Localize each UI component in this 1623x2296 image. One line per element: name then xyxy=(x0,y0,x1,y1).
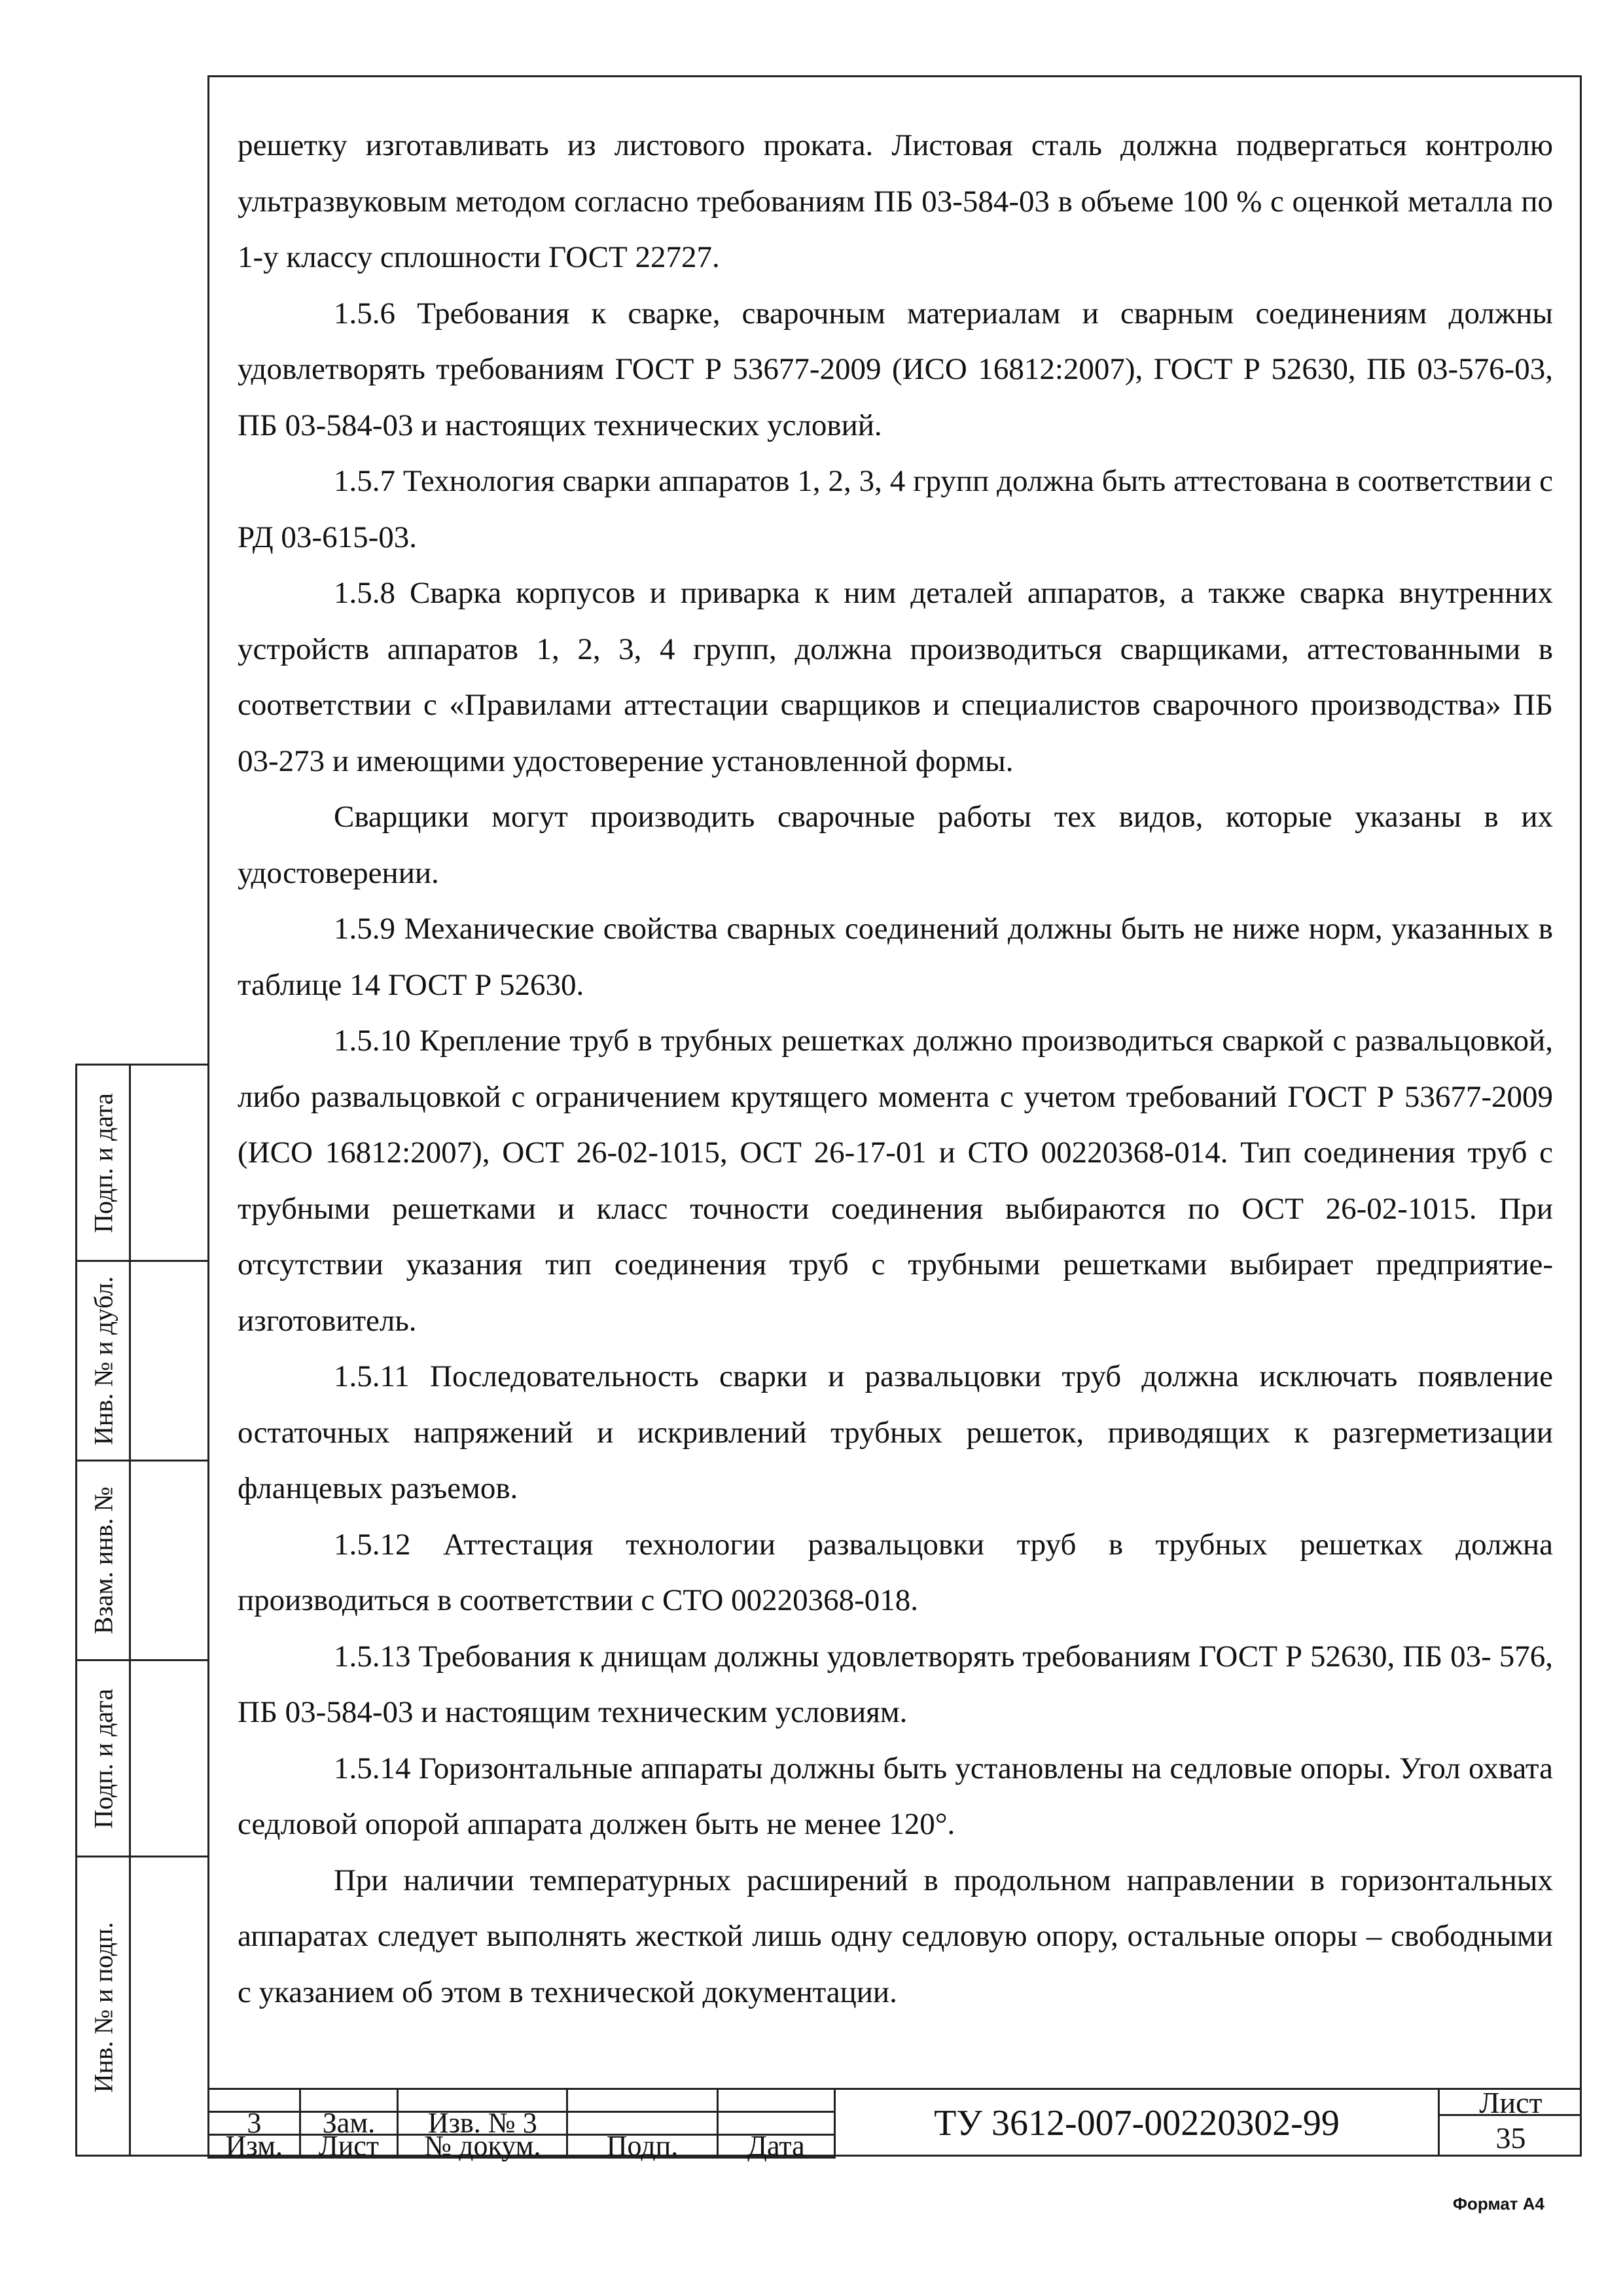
paragraph: 1.5.8 Сварка корпусов и приварка к ним деталей аппаратов, а также сварка внутренних устройств аппаратов 1, 2, 3, 4 групп, должна производиться сварщиками, аттестованными в соответствии с «Правилами аттестации сварщиков и специалистов сварочного производства» ПБ 03-273 и имеющими удостоверение установленной формы. xyxy=(238,576,1553,778)
paragraph: 1.5.12 Аттестация технологии развальцовки труб в трубных решетках должна производиться в соответствии с СТО 00220368-018. xyxy=(238,1527,1553,1617)
tb-header-date: Дата xyxy=(717,2135,834,2158)
revision-table xyxy=(207,2088,836,2162)
sheet-number: 35 xyxy=(1495,2121,1526,2155)
tb-header-doc: № докум. xyxy=(398,2135,567,2158)
tb-header-sign: Подп. xyxy=(567,2135,717,2158)
paragraph: 1.5.10 Крепление труб в трубных решетках должно производиться сваркой с развальцовкой, либо развальцовкой с ограничением крутящего момента с учетом требований ГОСТ Р 53677-2009 (ИСО 16812:2007), ОСТ 26-02-1015, ОСТ 26-17-01 и СТО 00220368-014. Тип соединения труб с трубными решетками и класс точности соединения выбираются по ОСТ 26-02-1015. При отсутствии указания тип соединения труб с трубными решетками выбирает предприятие-изготовитель. xyxy=(238,1024,1553,1338)
tb-change-sheet: Зам. xyxy=(300,2112,398,2135)
tb-change-doc: Изв. № 3 xyxy=(398,2112,567,2135)
sheet-box xyxy=(1440,2088,1582,2157)
document-body xyxy=(238,118,1553,2020)
side-label: Подп. и дата xyxy=(88,1688,118,1829)
title-block xyxy=(207,2086,1582,2162)
tb-header-list: Лист xyxy=(300,2135,398,2158)
paragraph: Сварщики могут производить сварочные работы тех видов, которые указаны в их удостоверении. xyxy=(238,800,1553,890)
side-cell xyxy=(77,1857,207,2157)
paragraph: 1.5.7 Технология сварки аппаратов 1, 2, 3, 4 групп должна быть аттестована в соответствии с РД 03-615-03. xyxy=(238,464,1553,554)
document-code: ТУ 3612-007-00220302-99 xyxy=(836,2088,1440,2157)
side-cell xyxy=(77,1661,207,1857)
format-label: Формат А4 xyxy=(1452,2194,1544,2214)
side-label: Подп. и дата xyxy=(88,1092,118,1233)
side-label: Взам. инв. № xyxy=(88,1486,118,1634)
paragraph: 1.5.6 Требования к сварке, сварочным материалам и сварным соединениям должны удовлетворять требованиям ГОСТ Р 53677-2009 (ИСО 16812:2007), ГОСТ Р 52630, ПБ 03-576-03, ПБ 03-584-03 и настоящих технических условий. xyxy=(238,296,1553,442)
side-cell xyxy=(77,1462,207,1661)
tb-empty-cell xyxy=(567,2089,717,2112)
paragraph: При наличии температурных расширений в продольном направлении в горизонтальных аппаратах следует выполнять жесткой лишь одну седловую опору, остальные опоры – свободными с указанием об этом в технической документации. xyxy=(238,1863,1553,2009)
side-label: Инв. № и дубл. xyxy=(88,1276,118,1445)
side-label: Инв. № и подп. xyxy=(88,1922,118,2092)
side-stamp-column xyxy=(75,1064,207,2157)
paragraph: 1.5.14 Горизонтальные аппараты должны быть установлены на седловые опоры. Угол охвата седловой опорой аппарата должен быть не менее 120°. xyxy=(238,1751,1553,1841)
paragraph: решетку изготавливать из листового проката. Листовая сталь должна подвергаться контролю ультразвуковым методом согласно требованиям ПБ 03-584-03 в объеме 100 % с оценкой металла по 1-у классу сплошности ГОСТ 22727. xyxy=(238,128,1553,274)
side-cell xyxy=(77,1262,207,1462)
paragraph: 1.5.9 Механические свойства сварных соединений должны быть не ниже норм, указанных в таблице 14 ГОСТ Р 52630. xyxy=(238,912,1553,1002)
paragraph: 1.5.13 Требования к днищам должны удовлетворять требованиям ГОСТ Р 52630, ПБ 03- 576, ПБ 03-584-03 и настоящим техническим условиям. xyxy=(238,1639,1553,1729)
tb-empty-cell xyxy=(717,2089,834,2112)
tb-change-number: 3 xyxy=(209,2112,300,2135)
tb-header-izm: Изм. xyxy=(209,2135,300,2158)
paragraph: 1.5.11 Последовательность сварки и развальцовки труб должна исключать появление остаточных напряжений и искривлений трубных решеток, приводящих к разгерметизации фланцевых разъемов. xyxy=(238,1359,1553,1505)
side-cell xyxy=(77,1066,207,1262)
sheet-label: Лист xyxy=(1440,2090,1582,2116)
